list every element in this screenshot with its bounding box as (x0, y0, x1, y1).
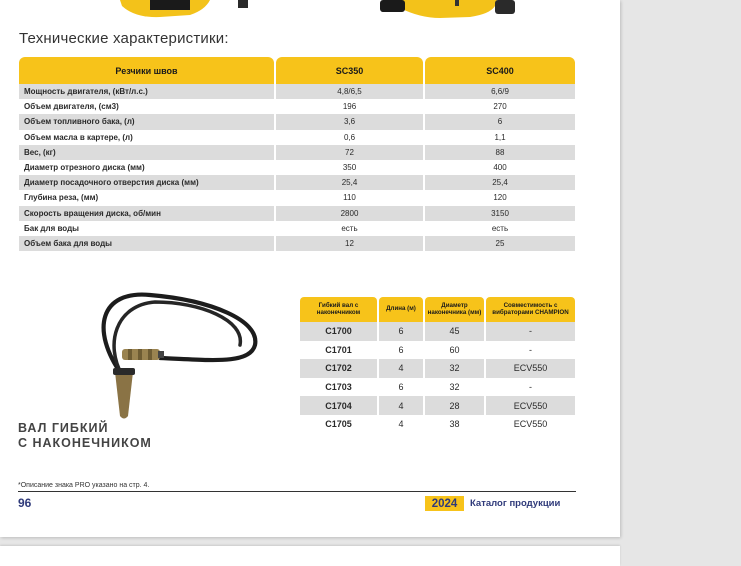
spec-param-cell: Мощность двигателя, (кВт/л.с.) (19, 84, 274, 99)
spec-row (19, 175, 575, 190)
spec-row (19, 84, 575, 99)
spec-param-cell: Глубина реза, (мм) (19, 190, 274, 205)
spec-row (19, 130, 575, 145)
spec-header-cell: SC350 (276, 57, 423, 84)
shaft-value-cell: 32 (425, 359, 484, 378)
spec-param-cell: Объем бака для воды (19, 236, 274, 251)
shaft-row (300, 341, 575, 360)
spec-param-cell: Скорость вращения диска, об/мин (19, 206, 274, 221)
shaft-header-cell: Диаметр наконечника (мм) (425, 297, 484, 322)
spec-row (19, 221, 575, 236)
spec-value-cell: есть (425, 221, 575, 236)
flexible-shaft-image (60, 290, 270, 425)
spec-value-cell: 72 (276, 145, 423, 160)
spec-value-cell: 6,6/9 (425, 84, 575, 99)
spec-table (19, 57, 575, 251)
shaft-row (300, 415, 575, 434)
shaft-header-cell: Гибкий вал с наконечником (300, 297, 377, 322)
spec-value-cell: 25 (425, 236, 575, 251)
shaft-value-cell: ECV550 (486, 396, 575, 415)
spec-value-cell: 25,4 (425, 175, 575, 190)
spec-value-cell: 270 (425, 99, 575, 114)
next-page-edge (0, 546, 620, 566)
spec-table-header (19, 57, 575, 84)
catalog-label: Каталог продукции (470, 498, 561, 509)
spec-value-cell: 110 (276, 190, 423, 205)
shaft-row (300, 396, 575, 415)
shaft-value-cell: 38 (449, 419, 460, 430)
shaft-value-cell: 4 (398, 419, 404, 430)
shaft-model-cell: C1700 (300, 322, 377, 341)
shaft-model-cell: C1702 (300, 359, 377, 378)
shaft-value-cell: - (529, 344, 532, 355)
shaft-value-cell: - (529, 382, 532, 393)
spec-row (19, 114, 575, 129)
shaft-value-cell: ECV550 (513, 419, 548, 430)
spec-value-cell: 1,1 (425, 130, 575, 145)
footer-divider (18, 491, 576, 492)
shaft-value-cell: 6 (398, 382, 404, 393)
spec-header-cell: SC400 (425, 57, 575, 84)
product-title-line: ВАЛ ГИБКИЙ (18, 421, 109, 435)
spec-value-cell: 2800 (276, 206, 423, 221)
product-photo-cropped (0, 0, 620, 20)
product-title-line: С НАКОНЕЧНИКОМ (18, 436, 152, 450)
spec-param-cell: Объем двигателя, (см3) (19, 99, 274, 114)
spec-row (19, 236, 575, 251)
shaft-row (300, 359, 575, 378)
shaft-value-cell: 4 (379, 359, 423, 378)
shaft-table-header (300, 297, 575, 322)
spec-param-cell: Объем топливного бака, (л) (19, 114, 274, 129)
page-number: 96 (18, 496, 32, 510)
shaft-row (300, 322, 575, 341)
shaft-value-cell: - (486, 322, 575, 341)
spec-value-cell: 0,6 (276, 130, 423, 145)
spec-value-cell: 350 (276, 160, 423, 175)
spec-value-cell: 6 (425, 114, 575, 129)
shaft-value-cell: 45 (425, 322, 484, 341)
shaft-model-cell: C1704 (300, 396, 377, 415)
spec-row (19, 160, 575, 175)
spec-param-cell: Диаметр отрезного диска (мм) (19, 160, 274, 175)
spec-value-cell: 4,8/6,5 (276, 84, 423, 99)
spec-value-cell: 196 (276, 99, 423, 114)
shaft-header-cell: Длина (м) (379, 297, 423, 322)
spec-param-cell: Диаметр посадочного отверстия диска (мм) (19, 175, 274, 190)
spec-value-cell: 3150 (425, 206, 575, 221)
shaft-value-cell: 6 (379, 322, 423, 341)
shaft-value-cell: 4 (379, 396, 423, 415)
spec-param-cell: Бак для воды (19, 221, 274, 236)
spec-row (19, 145, 575, 160)
shaft-value-cell: 28 (425, 396, 484, 415)
shaft-header-cell: Совместимость с вибраторами CHAMPION (486, 297, 575, 322)
spec-header-cell: Резчики швов (19, 57, 274, 84)
spec-value-cell: 12 (276, 236, 423, 251)
section-title: Технические характеристики: (19, 30, 229, 47)
shaft-table (300, 297, 575, 434)
year-badge: 2024 (425, 496, 464, 511)
shaft-model-cell: C1703 (325, 382, 352, 393)
shaft-model-cell: C1701 (325, 344, 352, 355)
shaft-value-cell: ECV550 (486, 359, 575, 378)
spec-row (19, 190, 575, 205)
spec-value-cell: 25,4 (276, 175, 423, 190)
spec-row (19, 99, 575, 114)
spec-value-cell: 400 (425, 160, 575, 175)
shaft-model-cell: C1705 (325, 419, 352, 430)
spec-row (19, 206, 575, 221)
product-title (18, 421, 152, 451)
shaft-value-cell: 32 (449, 382, 460, 393)
spec-value-cell: 3,6 (276, 114, 423, 129)
shaft-value-cell: 6 (398, 344, 404, 355)
spec-value-cell: 120 (425, 190, 575, 205)
footnote: *Описание знака PRO указано на стр. 4. (18, 482, 150, 489)
shaft-value-cell: 60 (449, 344, 460, 355)
spec-value-cell: есть (276, 221, 423, 236)
spec-value-cell: 88 (425, 145, 575, 160)
shaft-row (300, 378, 575, 397)
spec-param-cell: Вес, (кг) (19, 145, 274, 160)
spec-param-cell: Объем масла в картере, (л) (19, 130, 274, 145)
